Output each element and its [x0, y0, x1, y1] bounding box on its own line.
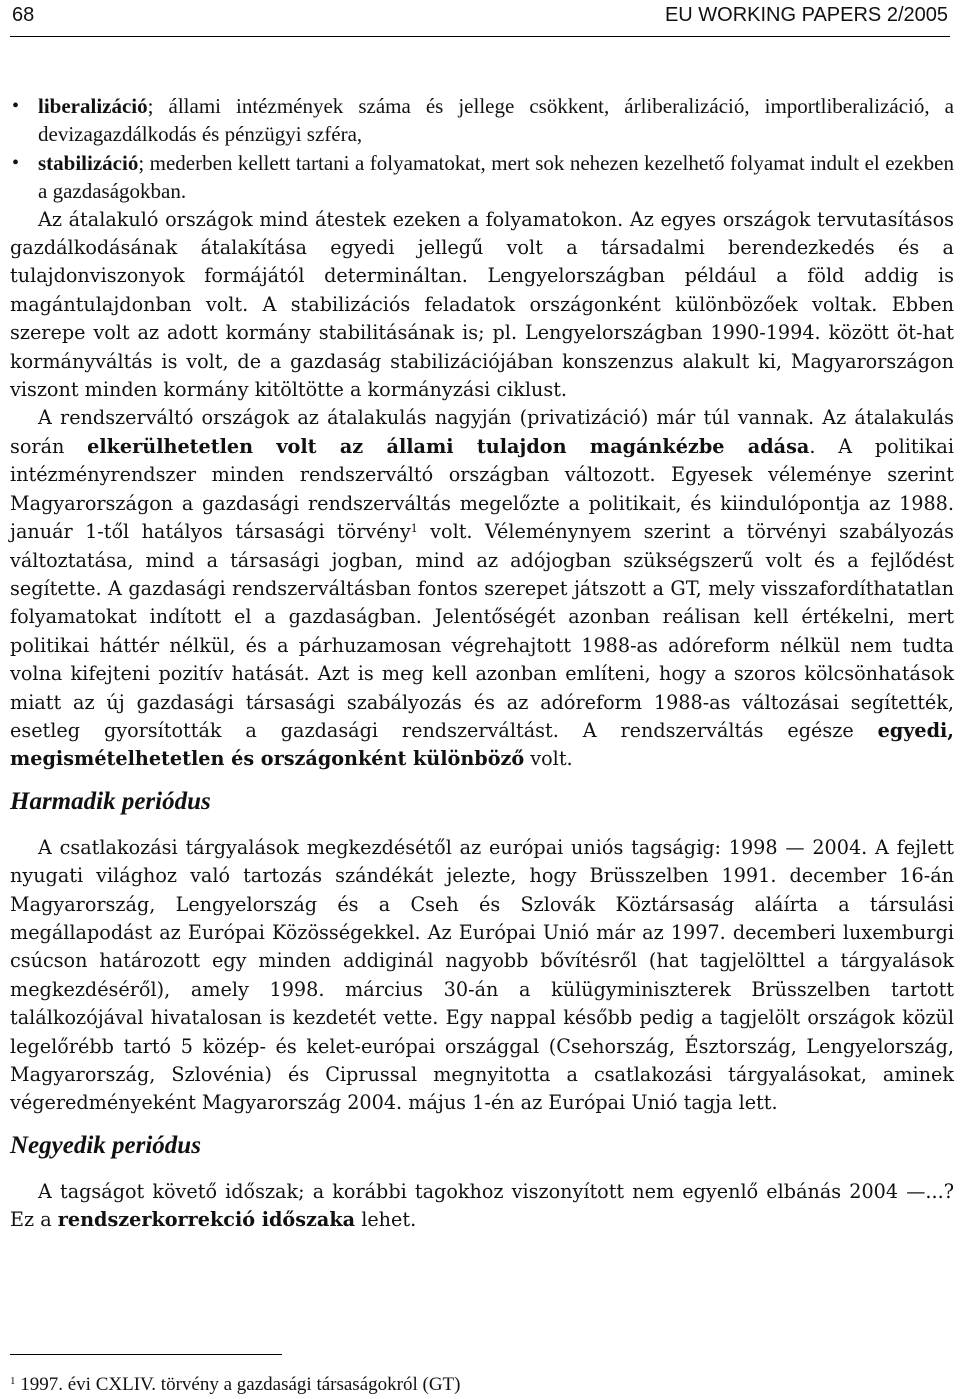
- bullet-text: ; állami intézmények száma és jellege csökkent, árliberalizáció, importliberalizáció, a devizagazdálkodás és pénzügyi szféra,: [38, 94, 954, 147]
- bullet-text: ; mederben kellett tartani a folyamatokat, mert sok nehezen kezelhető folyamat indult el ezekben a gazdaságokban.: [38, 150, 954, 204]
- paragraph-text: A tagságot követő időszak; a korábbi tagokhoz viszonyított nem egyenlő elbánás 2004 —...? Ez a: [10, 1179, 954, 1232]
- footnote: [10, 1374, 460, 1396]
- paragraph-text: Az egyes országok tervutasításos gazdálkodásának átalakítása egyedi jellegű volt a társadalmi berendezkedés és a tulajdonviszonyok formájától determináltan. Lengyelországban például a föld addig is magántulajdonban volt. A stabilizációs feladatok országonként különbözőek voltak. Ebben szerepe volt az adott kormány stabilitásának is; pl. Lengyelországban 1990-1994. között öt-hat kormányváltás is volt, de a gazdaság stabilizációjában konszenzus alakult ki, Magyarországon viszont minden kormány kitöltötte a kormányzási ciklust.: [10, 207, 954, 402]
- footnote-mark: 1: [10, 1375, 16, 1387]
- paragraph-lead: Az átalakuló országok mind átestek ezeken a folyamatokon.: [38, 207, 624, 231]
- section-heading: Negyedik periódus: [10, 1131, 201, 1159]
- paragraph-text: volt.: [524, 747, 573, 771]
- paragraph: [10, 206, 954, 405]
- footnote-divider: [10, 1354, 282, 1355]
- section-heading: Harmadik periódus: [10, 787, 211, 815]
- emphasis: elkerülhetetlen volt az állami tulajdon magánkézbe adása: [87, 434, 810, 458]
- bullet-term: liberalizáció: [38, 94, 148, 118]
- bullet-term: stabilizáció: [38, 150, 139, 175]
- page-number: 68: [12, 4, 35, 26]
- footnote-ref[interactable]: 1: [410, 522, 418, 536]
- emphasis: rendszerkorrekció időszaka: [57, 1208, 356, 1232]
- page-header: [10, 0, 950, 37]
- paragraph-text: volt. Véleménynyem szerint a törvényi szabályozás változtatása, mind a társasági jogban, mind az adójogban szükségszerű volt és a fejlődést segítette. A gazdasági rendszerváltásban fontos szerepet játszott a GT, mely visszafordíthatatlan folyamatokat indított el a gazdaságban. Jelentőségét azonban reálisan kell értékelni, mert politikai háttér nélkül, és a párhuzamosan végrehajtott 1988-as adóreform nélkül nem tudta volna kifejteni pozitív hatását. Azt is meg kell azonban említeni, hogy a szoros kölcsönhatások miatt az új gazdasági társasági szabályozás és az adóreform 1988-as változásai segítették, esetleg gyorsították a gazdasági rendszerváltást. A rendszerváltás egésze: [10, 520, 954, 742]
- bullet-item: [10, 92, 954, 149]
- paragraph: [10, 404, 954, 773]
- emphasis: egyedi, megismételhetetlen és országonként különböző: [10, 718, 954, 771]
- running-title: EU WORKING PAPERS 2/2005: [664, 4, 948, 26]
- body-text: [10, 92, 954, 1235]
- bullet-item: [10, 149, 954, 206]
- paragraph-text: lehet.: [355, 1208, 417, 1232]
- paragraph-text: . A politikai intézményrendszer minden rendszerváltó országban változott. Egyesek véleménye szerint Magyarországon a gazdasági rendszerváltás megelőzte a politikait, és kiindulópontja az 1988. január 1-től hatályos társasági törvény: [10, 434, 954, 544]
- paragraph: [10, 1178, 954, 1235]
- paragraph-text: A rendszerváltó országok az átalakulás nagyján (privatizáció) már túl vannak. Az átalakulás során: [10, 406, 954, 458]
- paragraph: A csatlakozási tárgyalások megkezdésétől az európai uniós tagságig: 1998 — 2004. A fejlett nyugati világhoz való tartozás szándékát jelezte, hogy Brüsszelben 1991. december 16-án Magyarország, Lengyelország és a Cseh és Szlovák Köztársaság aláírta a társulási megállapodást az Európai Közösségekkel. Az Európai Unió már az 1997. decemberi luxemburgi csúcson határozott egy minden addiginál nagyobb bővítésről (hat tagjelölttel a tárgyalások megkezdéséről), amely 1998. március 30-án a külügyminiszterek Brüsszelben tartott találkozójával hivatalosan is kezdetét vette. Egy nappal később pedig a tagjelölt országok közül legelőrébb tartó 5 közép- és kelet-európai országgal (Csehország, Észtország, Lengyelország, Magyarország, Szlovénia) és Ciprussal megnyitotta a csatlakozási tárgyalásokat, aminek végeredményeként Magyarország 2004. május 1-én az Európai Unió tagja lett.: [10, 835, 954, 1115]
- footnote-text: 1997. évi CXLIV. törvény a gazdasági társaságokról (GT): [15, 1374, 461, 1395]
